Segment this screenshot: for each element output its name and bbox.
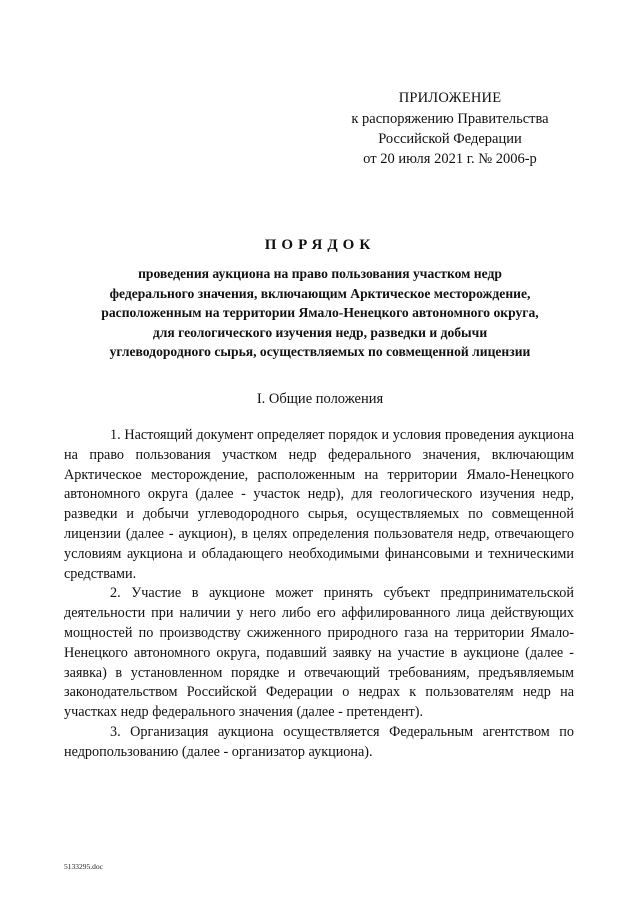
file-code: 5133295.doc	[64, 862, 103, 871]
appendix-line-2: Российской Федерации	[378, 131, 522, 147]
subtitle-line: федерального значения, включающим Арктическое месторождение,	[109, 285, 531, 301]
paragraph-3: 3. Организация аукциона осуществляется Федеральным агентством по недропользованию (далее - организатор аукциона).	[64, 723, 574, 760]
subtitle-line: углеводородного сырья, осуществляемых по совмещенной лицензии	[109, 344, 531, 360]
appendix-heading: ПРИЛОЖЕНИЕ	[398, 90, 502, 106]
paragraph-2: 2. Участие в аукционе может принять субъект предпринимательской деятельности при наличии у него либо его аффилированного лица действующих мощностей по производству сжиженного природного газа на территории Ямало-Ненецкого автономного округа, подавший заявку на участие в аукционе (далее - заявка) в установленном порядке и отвечающий требованиям, предъявляемым законодательством Российской Федерации о недрах к пользователям недр на участках недр федерального значения (далее - претендент).	[64, 585, 574, 721]
document-body	[64, 426, 574, 763]
document-subtitle	[60, 264, 580, 362]
appendix-line-1: к распоряжению Правительства	[351, 111, 549, 127]
subtitle-line: для геологического изучения недр, разведки и добычи	[152, 324, 488, 340]
appendix-block	[330, 88, 570, 169]
paragraph-1: 1. Настоящий документ определяет порядок и условия проведения аукциона на право пользования участком недр федерального значения, включающим Арктическое месторождение, расположенным на территории Ямало-Ненецкого автономного округа (далее - участок недр), для геологического изучения недр, разведки и добычи углеводородного сырья, осуществляемых по совмещенной лицензии (далее - аукцион), в целях определения пользователя недр, отвечающего условиям аукциона и обладающего необходимыми финансовыми и техническими средствами.	[64, 427, 574, 582]
subtitle-line: расположенным на территории Ямало-Ненецкого автономного округа,	[101, 305, 539, 321]
document-title: ПОРЯДОК	[264, 237, 376, 253]
section-heading: I. Общие положения	[256, 391, 384, 407]
appendix-line-3: от 20 июля 2021 г. № 2006-р	[363, 151, 537, 167]
subtitle-line: проведения аукциона на право пользования участком недр	[138, 266, 502, 281]
